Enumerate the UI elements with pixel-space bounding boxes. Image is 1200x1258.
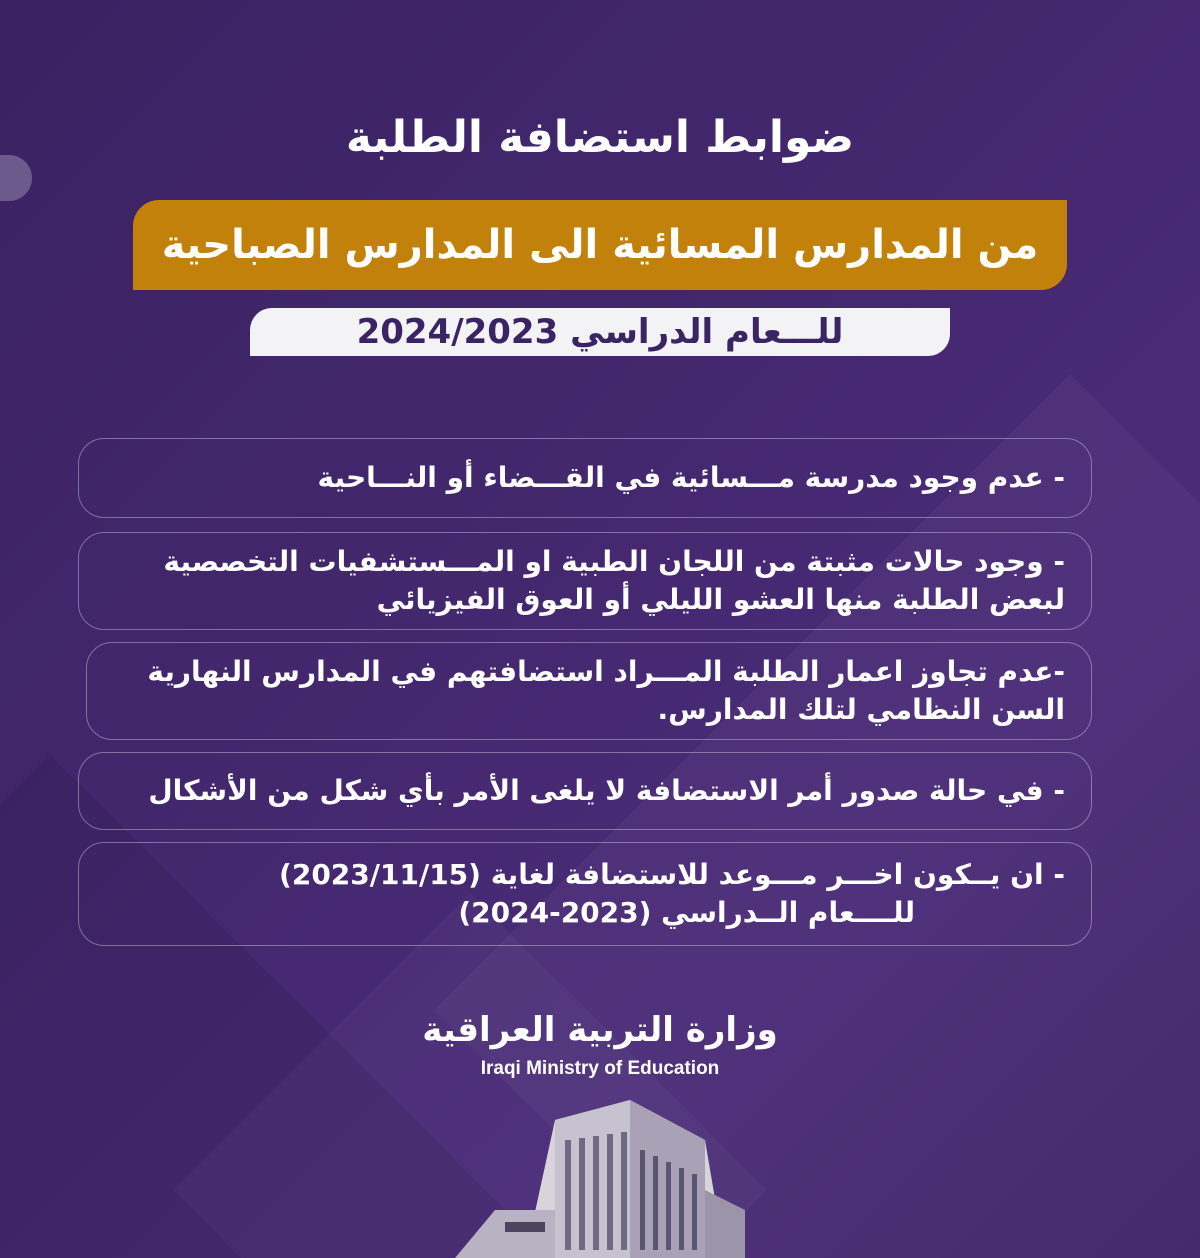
ministry-logo-arabic: وزارة التربية العراقية: [422, 1010, 778, 1050]
condition-item: [78, 532, 1092, 630]
ministry-building-image: [455, 1100, 745, 1258]
condition-line: - في حالة صدور أمر الاستضافة لا يلغى الأمر بأي شكل من الأشكال: [148, 774, 1065, 807]
page-title: ضوابط استضافة الطلبة: [345, 112, 855, 163]
condition-item: [78, 752, 1092, 830]
subtitle-text: من المدارس المسائية الى المدارس الصباحية: [161, 222, 1039, 268]
condition-line: - ان يــكون اخـــر مـــوعد للاستضافة لغاية (2023/11/15): [279, 858, 1065, 891]
condition-line: - وجود حالات مثبتة من اللجان الطبية او المـــستشفيات التخصصية: [163, 545, 1065, 578]
condition-item: [78, 438, 1092, 518]
condition-line: للــــعام الــدراسي (2023-2024): [458, 896, 915, 929]
condition-item: [78, 842, 1092, 946]
condition-item: [86, 642, 1092, 740]
ministry-logo-english: Iraqi Ministry of Education: [480, 1058, 720, 1079]
year-banner: [250, 308, 950, 356]
condition-line: - عدم وجود مدرسة مـــسائية في القـــضاء أو النـــاحية: [317, 461, 1065, 494]
condition-line: السن النظامي لتلك المدارس.: [657, 693, 1065, 726]
condition-line: لبعض الطلبة منها العشو الليلي أو العوق الفيزيائي: [376, 583, 1065, 616]
condition-line: -عدم تجاوز اعمار الطلبة المـــراد استضافتهم في المدارس النهارية: [147, 655, 1065, 688]
subtitle-banner: [133, 200, 1067, 290]
year-text: للـــعام الدراسي 2024/2023: [356, 312, 844, 352]
